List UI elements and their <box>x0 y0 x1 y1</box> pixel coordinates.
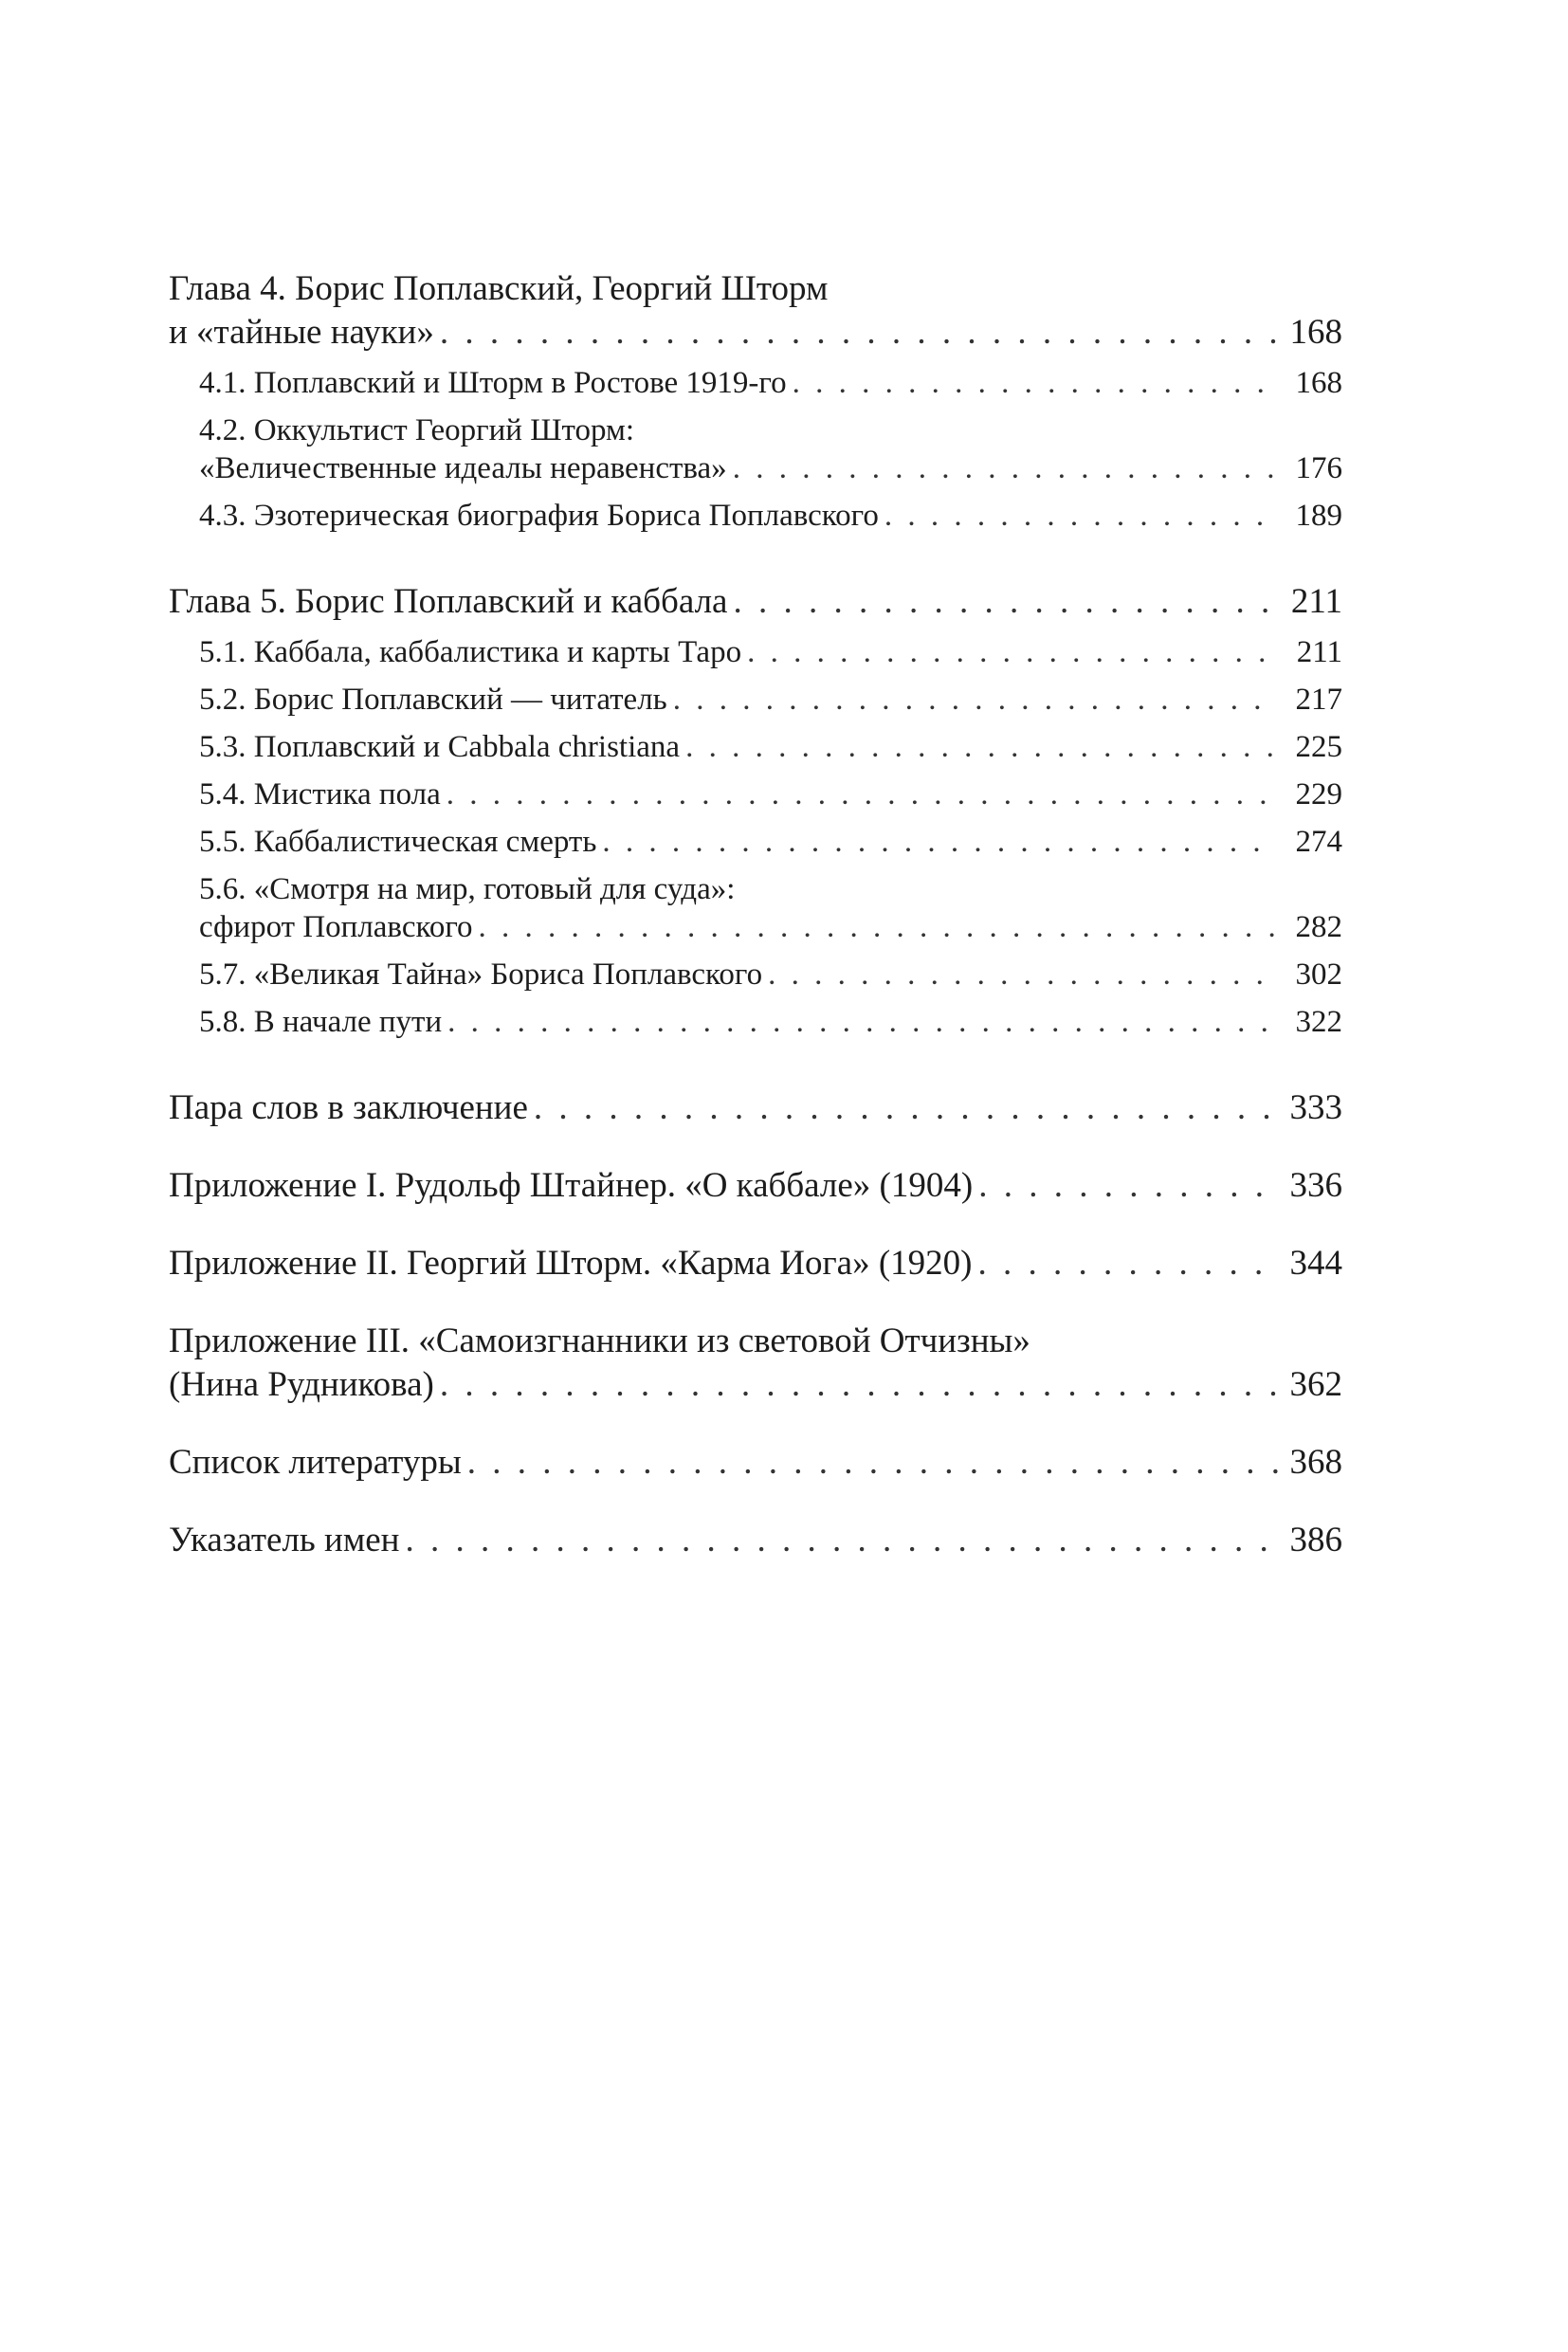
page-number: 274 <box>1295 825 1342 859</box>
entry-title: 5.4. Мистика пола <box>199 777 441 811</box>
dot-leader <box>977 1242 1278 1285</box>
dot-leader <box>768 956 1278 994</box>
page-number: 225 <box>1295 730 1342 764</box>
dot-leader <box>440 1363 1278 1407</box>
dot-leader <box>733 580 1278 624</box>
toc-entry-5-3[interactable] <box>169 728 1342 766</box>
dot-leader <box>793 364 1278 402</box>
entry-title: 5.2. Борис Поплавский — читатель <box>199 683 667 717</box>
entry-title-line: Приложение III. «Самоизгнанники из световой Отчизны» <box>169 1322 1030 1360</box>
page-number: 229 <box>1295 777 1342 811</box>
dot-leader <box>447 1003 1278 1041</box>
entry-title: 5.5. Каббалистическая смерть <box>199 825 597 859</box>
page-number: 211 <box>1296 635 1342 669</box>
toc-entry-appendix-1[interactable] <box>169 1164 1342 1208</box>
page-number: 176 <box>1295 451 1342 485</box>
toc-entry-5-5[interactable] <box>169 823 1342 861</box>
page-number: 386 <box>1289 1521 1342 1559</box>
entry-title: 4.3. Эзотерическая биография Бориса Поплавского <box>199 499 879 533</box>
entry-title: Пара слов в заключение <box>169 1088 528 1127</box>
entry-title: и «тайные науки» <box>169 313 434 352</box>
page-number: 168 <box>1289 313 1342 352</box>
entry-title-line: 5.6. «Смотря на мир, готовый для суда»: <box>199 872 736 906</box>
entry-title: 5.3. Поплавский и Cabbala christiana <box>199 730 681 764</box>
toc-entry-5-4[interactable] <box>169 775 1342 813</box>
page-number: 336 <box>1289 1166 1342 1205</box>
entry-title: Приложение II. Георгий Шторм. «Карма Иога» (1920) <box>169 1244 973 1283</box>
dot-leader <box>479 908 1278 946</box>
entry-title: (Нина Рудникова) <box>169 1365 434 1404</box>
toc-entry-chapter-5[interactable] <box>169 580 1342 624</box>
toc-entry-5-2[interactable] <box>169 681 1342 719</box>
page-number: 344 <box>1289 1244 1342 1283</box>
entry-title-line: 4.2. Оккультист Георгий Шторм: <box>199 413 635 447</box>
page-number: 189 <box>1295 499 1342 533</box>
page-number: 368 <box>1289 1443 1342 1482</box>
chapter-5-section <box>169 580 1342 1041</box>
toc-entry-appendix-2[interactable] <box>169 1242 1342 1285</box>
toc-entry-name-index[interactable] <box>169 1519 1342 1562</box>
page-number: 217 <box>1295 683 1342 717</box>
dot-leader <box>534 1086 1278 1130</box>
dot-leader <box>602 823 1278 861</box>
entry-title: Приложение I. Рудольф Штайнер. «О каббале» (1904) <box>169 1166 974 1205</box>
page-number: 282 <box>1295 910 1342 944</box>
toc-entry-5-7[interactable] <box>169 956 1342 994</box>
toc-entry-bibliography[interactable] <box>169 1441 1342 1485</box>
entry-title: 5.8. В начале пути <box>199 1005 443 1039</box>
page-number: 333 <box>1289 1088 1342 1127</box>
dot-leader <box>405 1519 1278 1562</box>
entry-title: Глава 5. Борис Поплавский и каббала <box>169 582 728 621</box>
dot-leader <box>685 728 1278 766</box>
dot-leader <box>733 449 1278 487</box>
dot-leader <box>747 633 1278 671</box>
dot-leader <box>978 1164 1278 1208</box>
entry-title: Список литературы <box>169 1443 462 1482</box>
toc-entry-conclusion[interactable] <box>169 1086 1342 1130</box>
page-number: 168 <box>1295 366 1342 400</box>
dot-leader <box>467 1441 1278 1485</box>
dot-leader <box>884 497 1278 535</box>
toc-entry-5-8[interactable] <box>169 1003 1342 1041</box>
dot-leader <box>440 311 1278 355</box>
entry-title: сфирот Поплавского <box>199 910 473 944</box>
dot-leader <box>673 681 1278 719</box>
page-number: 322 <box>1295 1005 1342 1039</box>
toc-entry-5-6[interactable] <box>169 870 1342 946</box>
toc-entry-chapter-4[interactable] <box>169 267 1342 355</box>
toc-entry-appendix-3[interactable] <box>169 1320 1342 1407</box>
page-number: 211 <box>1290 582 1342 621</box>
dot-leader <box>447 775 1278 813</box>
entry-title-line: Глава 4. Борис Поплавский, Георгий Шторм <box>169 269 829 308</box>
toc-entry-5-1[interactable] <box>169 633 1342 671</box>
toc-entry-4-1[interactable] <box>169 364 1342 402</box>
entry-title: «Величественные идеалы неравенства» <box>199 451 727 485</box>
table-of-contents <box>169 267 1342 1562</box>
entry-title: 5.1. Каббала, каббалистика и карты Таро <box>199 635 742 669</box>
toc-entry-4-2[interactable] <box>169 411 1342 487</box>
page-number: 302 <box>1295 957 1342 992</box>
toc-entry-4-3[interactable] <box>169 497 1342 535</box>
entry-title: 5.7. «Великая Тайна» Бориса Поплавского <box>199 957 763 992</box>
page-number: 362 <box>1289 1365 1342 1404</box>
chapter-4-section <box>169 267 1342 535</box>
entry-title: Указатель имен <box>169 1521 400 1559</box>
entry-title: 4.1. Поплавский и Шторм в Ростове 1919-го <box>199 366 787 400</box>
